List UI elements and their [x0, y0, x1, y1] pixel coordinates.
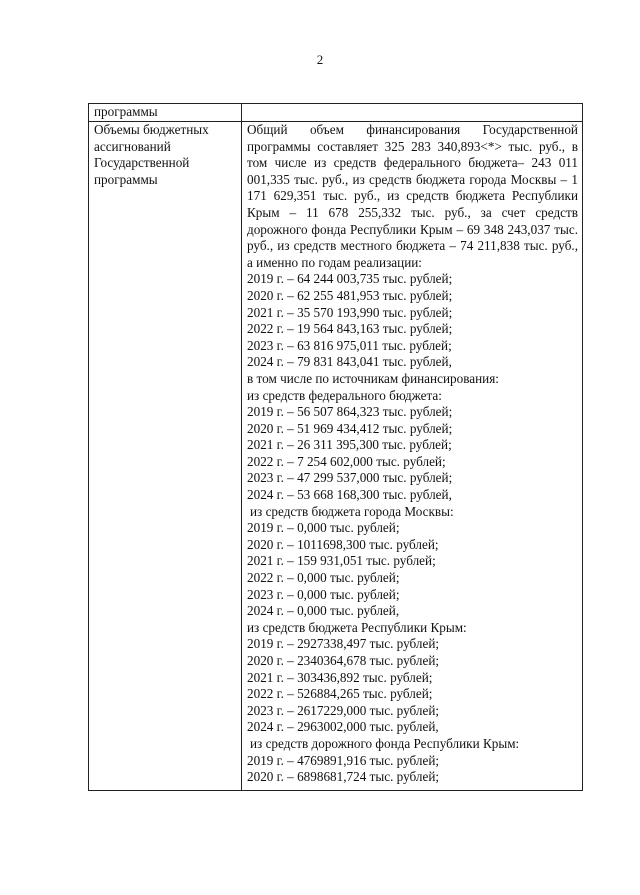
total-by-year-list — [247, 271, 578, 371]
list-item: 2021 г. – 159 931,051 тыс. рублей; — [247, 553, 436, 569]
list-item: 2020 г. – 62 255 481,953 тыс. рублей; — [247, 287, 453, 303]
list-item: 2024 г. – 0,000 тыс. рублей, — [247, 603, 400, 619]
budget-allocations-value — [242, 122, 583, 791]
list-item: 2020 г. – 2340364,678 тыс. рублей; — [247, 653, 440, 668]
continuation-value-cell — [242, 104, 583, 122]
list-item: 2023 г. – 47 299 537,000 тыс. рублей; — [247, 470, 453, 486]
list-item: 2022 г. – 0,000 тыс. рублей; — [247, 570, 400, 586]
list-item: 2019 г. – 2927338,497 тыс. рублей; — [247, 636, 440, 652]
moscow-by-year-list — [247, 520, 578, 620]
program-passport-table — [88, 103, 583, 791]
list-item: 2023 г. – 2617229,000 тыс. рублей; — [247, 702, 440, 718]
list-item: 2024 г. – 53 668 168,300 тыс. рублей, — [247, 487, 452, 503]
list-item: 2024 г. – 79 831 843,041 тыс. рублей, — [247, 354, 452, 370]
crimea-by-year-list — [247, 636, 578, 736]
list-item: 2021 г. – 35 570 193,990 тыс. рублей; — [247, 304, 453, 320]
list-item: 2020 г. – 1011698,300 тыс. рублей; — [247, 536, 439, 552]
crimea-heading: из средств бюджета Республики Крым: — [247, 619, 467, 635]
financing-intro: Общий объем финансирования Государственной программы составляет 325 283 340,893<*> тыс. руб., в том числе из средств федерального бюджета– 243 011 001,335 тыс. руб., из средств бюджета города Москвы – 1 171 629,351 тыс. руб., из средств бюджета Республики Крым – 11 678 255,332 тыс. руб., за счет средств дорожного фонда Республики Крым – 69 348 243,037 тыс. руб., из средств местного бюджета – 74 211,838 тыс. руб., а именно по годам реализации: — [247, 122, 578, 270]
sources-heading: в том числе по источникам финансирования: — [247, 370, 499, 386]
list-item: 2020 г. – 51 969 434,412 тыс. рублей; — [247, 420, 453, 436]
list-item: 2019 г. – 0,000 тыс. рублей; — [247, 520, 400, 536]
list-item: 2022 г. – 19 564 843,163 тыс. рублей; — [247, 321, 453, 337]
table-row-budget-allocations — [89, 122, 583, 791]
list-item: 2021 г. – 303436,892 тыс. рублей; — [247, 669, 433, 685]
list-item: 2023 г. – 63 816 975,011 тыс. рублей; — [247, 337, 452, 353]
road-fund-heading: из средств дорожного фонда Республики Крым: — [250, 735, 520, 751]
list-item: 2019 г. – 64 244 003,735 тыс. рублей; — [247, 271, 453, 287]
list-item: 2021 г. – 26 311 395,300 тыс. рублей; — [247, 437, 452, 453]
table-row-continuation — [89, 104, 583, 122]
federal-by-year-list — [247, 404, 578, 504]
list-item: 2020 г. – 6898681,724 тыс. рублей; — [247, 769, 440, 785]
list-item: 2022 г. – 526884,265 тыс. рублей; — [247, 686, 433, 702]
budget-allocations-label: Объемы бюджетных ассигнований Государственной программы — [89, 122, 242, 791]
list-item: 2024 г. – 2963002,000 тыс. рублей, — [247, 719, 439, 735]
continuation-label-cell: программы — [89, 104, 242, 122]
federal-heading: из средств федерального бюджета: — [247, 387, 442, 403]
list-item: 2022 г. – 7 254 602,000 тыс. рублей; — [247, 453, 446, 469]
list-item: 2019 г. – 56 507 864,323 тыс. рублей; — [247, 404, 453, 420]
moscow-heading: из средств бюджета города Москвы: — [250, 503, 454, 519]
cell-bottom-spacer — [247, 786, 578, 790]
list-item: 2023 г. – 0,000 тыс. рублей; — [247, 586, 400, 602]
list-item: 2019 г. – 4769891,916 тыс. рублей; — [247, 752, 440, 768]
page-number: 2 — [316, 52, 324, 67]
road-fund-by-year-list — [247, 753, 578, 786]
